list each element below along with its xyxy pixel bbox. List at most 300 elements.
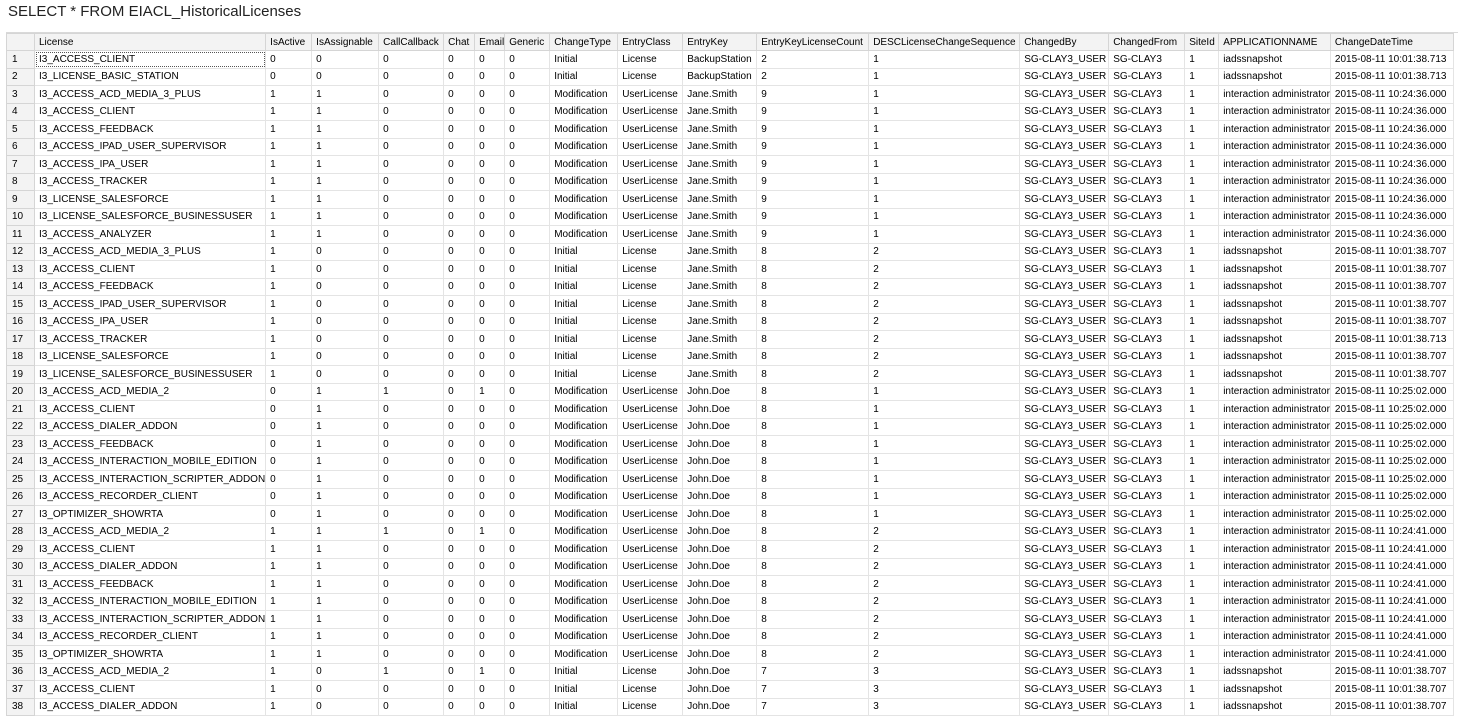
table-row[interactable]	[7, 523, 1454, 541]
table-cell[interactable]: I3_ACCESS_CLIENT	[35, 103, 266, 121]
table-cell[interactable]: 1	[266, 593, 312, 611]
column-header[interactable]: APPLICATIONNAME	[1219, 34, 1331, 51]
table-cell[interactable]: 0	[312, 348, 379, 366]
table-cell[interactable]: iadssnapshot	[1219, 663, 1331, 681]
table-cell[interactable]: 7	[757, 681, 869, 699]
table-cell[interactable]: 0	[475, 646, 505, 664]
table-cell[interactable]: 1	[266, 296, 312, 314]
table-cell[interactable]: 0	[444, 541, 475, 559]
table-cell[interactable]: John.Doe	[683, 646, 757, 664]
row-number-cell[interactable]: 26	[7, 488, 35, 506]
table-cell[interactable]: 2015-08-11 10:25:02.000	[1330, 436, 1453, 454]
table-cell[interactable]: Modification	[550, 541, 618, 559]
row-number-cell[interactable]: 34	[7, 628, 35, 646]
table-cell[interactable]: 8	[757, 261, 869, 279]
table-cell[interactable]: 1	[1185, 436, 1219, 454]
table-cell[interactable]: 1	[312, 418, 379, 436]
table-cell[interactable]: UserLicense	[618, 173, 683, 191]
table-cell[interactable]: 0	[379, 173, 444, 191]
table-cell[interactable]: 2015-08-11 10:01:38.707	[1330, 313, 1453, 331]
table-cell[interactable]: 0	[444, 261, 475, 279]
table-cell[interactable]: 0	[312, 313, 379, 331]
table-cell[interactable]: 1	[266, 208, 312, 226]
table-cell[interactable]: 1	[1185, 296, 1219, 314]
table-cell[interactable]: SG-CLAY3_USER	[1020, 313, 1109, 331]
table-cell[interactable]: 2015-08-11 10:24:36.000	[1330, 208, 1453, 226]
table-cell[interactable]: SG-CLAY3_USER	[1020, 191, 1109, 209]
table-cell[interactable]: 0	[505, 471, 550, 489]
table-cell[interactable]: 0	[379, 558, 444, 576]
table-cell[interactable]: 1	[266, 226, 312, 244]
table-cell[interactable]: 0	[475, 366, 505, 384]
table-cell[interactable]: 1	[475, 523, 505, 541]
table-cell[interactable]: John.Doe	[683, 593, 757, 611]
table-cell[interactable]: I3_ACCESS_ANALYZER	[35, 226, 266, 244]
table-cell[interactable]: 1	[266, 103, 312, 121]
table-cell[interactable]: 1	[312, 86, 379, 104]
table-cell[interactable]: 0	[312, 296, 379, 314]
table-cell[interactable]: 0	[505, 681, 550, 699]
table-cell[interactable]: Jane.Smith	[683, 348, 757, 366]
table-cell[interactable]: Jane.Smith	[683, 121, 757, 139]
table-cell[interactable]: Initial	[550, 698, 618, 716]
table-cell[interactable]: 1	[312, 506, 379, 524]
table-cell[interactable]: 8	[757, 331, 869, 349]
table-row[interactable]	[7, 103, 1454, 121]
table-cell[interactable]: 1	[266, 191, 312, 209]
table-cell[interactable]: 1	[379, 523, 444, 541]
table-cell[interactable]: 0	[379, 103, 444, 121]
table-cell[interactable]: 0	[379, 226, 444, 244]
table-cell[interactable]: John.Doe	[683, 471, 757, 489]
row-number-cell[interactable]: 37	[7, 681, 35, 699]
table-cell[interactable]: 1	[266, 243, 312, 261]
table-cell[interactable]: 1	[1185, 86, 1219, 104]
table-cell[interactable]: John.Doe	[683, 436, 757, 454]
table-cell[interactable]: 1	[266, 173, 312, 191]
table-cell[interactable]: 1	[869, 51, 1020, 69]
column-header[interactable]: SiteId	[1185, 34, 1219, 51]
table-cell[interactable]: SG-CLAY3	[1109, 313, 1185, 331]
table-cell[interactable]: I3_OPTIMIZER_SHOWRTA	[35, 646, 266, 664]
table-cell[interactable]: License	[618, 68, 683, 86]
results-grid[interactable]	[6, 32, 1458, 713]
table-cell[interactable]: 0	[505, 156, 550, 174]
table-cell[interactable]: 0	[444, 558, 475, 576]
table-cell[interactable]: John.Doe	[683, 541, 757, 559]
table-cell[interactable]: 1	[1185, 138, 1219, 156]
table-cell[interactable]: SG-CLAY3	[1109, 488, 1185, 506]
table-cell[interactable]: SG-CLAY3	[1109, 646, 1185, 664]
table-cell[interactable]: SG-CLAY3_USER	[1020, 261, 1109, 279]
table-cell[interactable]: License	[618, 331, 683, 349]
table-cell[interactable]: 8	[757, 506, 869, 524]
table-cell[interactable]: 2015-08-11 10:01:38.713	[1330, 51, 1453, 69]
table-cell[interactable]: BackupStation	[683, 51, 757, 69]
table-cell[interactable]: 1	[869, 436, 1020, 454]
table-cell[interactable]: SG-CLAY3_USER	[1020, 121, 1109, 139]
table-cell[interactable]: 1	[312, 576, 379, 594]
table-cell[interactable]: 0	[505, 138, 550, 156]
table-cell[interactable]: interaction administrator	[1219, 646, 1331, 664]
table-cell[interactable]: 1	[312, 173, 379, 191]
table-cell[interactable]: I3_ACCESS_TRACKER	[35, 331, 266, 349]
table-cell[interactable]: UserLicense	[618, 611, 683, 629]
table-cell[interactable]: SG-CLAY3_USER	[1020, 593, 1109, 611]
table-cell[interactable]: License	[618, 681, 683, 699]
table-cell[interactable]: SG-CLAY3	[1109, 366, 1185, 384]
table-cell[interactable]: John.Doe	[683, 488, 757, 506]
table-cell[interactable]: SG-CLAY3_USER	[1020, 208, 1109, 226]
table-cell[interactable]: 0	[475, 471, 505, 489]
table-cell[interactable]: SG-CLAY3	[1109, 628, 1185, 646]
table-cell[interactable]: interaction administrator	[1219, 453, 1331, 471]
table-cell[interactable]: 0	[475, 243, 505, 261]
table-cell[interactable]: UserLicense	[618, 383, 683, 401]
table-cell[interactable]: 0	[505, 558, 550, 576]
table-cell[interactable]: Modification	[550, 593, 618, 611]
table-cell[interactable]: Jane.Smith	[683, 191, 757, 209]
table-cell[interactable]: 0	[312, 68, 379, 86]
table-cell[interactable]: 0	[475, 698, 505, 716]
table-cell[interactable]: SG-CLAY3_USER	[1020, 366, 1109, 384]
table-cell[interactable]: 1	[1185, 698, 1219, 716]
table-cell[interactable]: 0	[505, 453, 550, 471]
table-cell[interactable]: Initial	[550, 681, 618, 699]
table-cell[interactable]: 0	[379, 593, 444, 611]
table-cell[interactable]: 1	[266, 261, 312, 279]
row-number-cell[interactable]: 5	[7, 121, 35, 139]
row-number-cell[interactable]: 11	[7, 226, 35, 244]
table-cell[interactable]: SG-CLAY3_USER	[1020, 576, 1109, 594]
table-row[interactable]	[7, 156, 1454, 174]
table-cell[interactable]: 1	[266, 611, 312, 629]
table-cell[interactable]: interaction administrator	[1219, 523, 1331, 541]
table-row[interactable]	[7, 296, 1454, 314]
table-row[interactable]	[7, 558, 1454, 576]
row-number-cell[interactable]: 21	[7, 401, 35, 419]
table-cell[interactable]: interaction administrator	[1219, 506, 1331, 524]
row-number-cell[interactable]: 31	[7, 576, 35, 594]
table-cell[interactable]: 0	[505, 103, 550, 121]
table-cell[interactable]: 8	[757, 296, 869, 314]
table-cell[interactable]: UserLicense	[618, 226, 683, 244]
table-cell[interactable]: 0	[505, 523, 550, 541]
table-cell[interactable]: 2	[869, 558, 1020, 576]
table-cell[interactable]: 0	[312, 366, 379, 384]
table-cell[interactable]: SG-CLAY3_USER	[1020, 558, 1109, 576]
table-cell[interactable]: Modification	[550, 558, 618, 576]
table-cell[interactable]: John.Doe	[683, 576, 757, 594]
table-row[interactable]	[7, 576, 1454, 594]
table-cell[interactable]: 9	[757, 156, 869, 174]
row-number-cell[interactable]: 9	[7, 191, 35, 209]
row-number-cell[interactable]: 1	[7, 51, 35, 69]
table-cell[interactable]: 0	[444, 366, 475, 384]
table-cell[interactable]: SG-CLAY3	[1109, 191, 1185, 209]
table-cell[interactable]: 0	[505, 51, 550, 69]
table-cell[interactable]: 0	[379, 191, 444, 209]
table-cell[interactable]: interaction administrator	[1219, 628, 1331, 646]
table-cell[interactable]: I3_ACCESS_FEEDBACK	[35, 278, 266, 296]
table-cell[interactable]: 3	[869, 663, 1020, 681]
table-cell[interactable]: Modification	[550, 471, 618, 489]
table-cell[interactable]: UserLicense	[618, 86, 683, 104]
table-cell[interactable]: I3_ACCESS_ACD_MEDIA_2	[35, 383, 266, 401]
table-cell[interactable]: 0	[444, 418, 475, 436]
table-cell[interactable]: I3_OPTIMIZER_SHOWRTA	[35, 506, 266, 524]
table-cell[interactable]: 1	[869, 138, 1020, 156]
table-cell[interactable]: I3_ACCESS_CLIENT	[35, 541, 266, 559]
table-cell[interactable]: UserLicense	[618, 506, 683, 524]
table-cell[interactable]: 8	[757, 541, 869, 559]
table-cell[interactable]: 1	[266, 628, 312, 646]
table-cell[interactable]: UserLicense	[618, 593, 683, 611]
table-cell[interactable]: 0	[505, 383, 550, 401]
column-header[interactable]: DESCLicenseChangeSequence	[869, 34, 1020, 51]
table-cell[interactable]: 8	[757, 348, 869, 366]
table-cell[interactable]: 1	[312, 156, 379, 174]
table-row[interactable]	[7, 383, 1454, 401]
table-cell[interactable]: 0	[379, 313, 444, 331]
table-cell[interactable]: Modification	[550, 506, 618, 524]
table-cell[interactable]: Modification	[550, 383, 618, 401]
table-cell[interactable]: Initial	[550, 296, 618, 314]
table-cell[interactable]: interaction administrator	[1219, 593, 1331, 611]
row-number-cell[interactable]: 10	[7, 208, 35, 226]
table-cell[interactable]: 2015-08-11 10:24:41.000	[1330, 576, 1453, 594]
table-row[interactable]	[7, 121, 1454, 139]
table-cell[interactable]: 0	[379, 488, 444, 506]
table-row[interactable]	[7, 331, 1454, 349]
table-cell[interactable]: 1	[1185, 506, 1219, 524]
table-cell[interactable]: 0	[444, 121, 475, 139]
table-cell[interactable]: SG-CLAY3_USER	[1020, 278, 1109, 296]
table-cell[interactable]: 0	[444, 646, 475, 664]
table-cell[interactable]: 8	[757, 488, 869, 506]
table-cell[interactable]: 1	[1185, 418, 1219, 436]
table-cell[interactable]: I3_ACCESS_CLIENT	[35, 261, 266, 279]
table-cell[interactable]: SG-CLAY3	[1109, 156, 1185, 174]
table-cell[interactable]: Jane.Smith	[683, 261, 757, 279]
table-cell[interactable]: 0	[312, 243, 379, 261]
table-cell[interactable]: 0	[444, 611, 475, 629]
table-cell[interactable]: 0	[475, 558, 505, 576]
table-cell[interactable]: interaction administrator	[1219, 383, 1331, 401]
row-number-header[interactable]	[7, 34, 35, 51]
table-cell[interactable]: 1	[312, 453, 379, 471]
table-cell[interactable]: Modification	[550, 226, 618, 244]
table-row[interactable]	[7, 488, 1454, 506]
table-cell[interactable]: Modification	[550, 418, 618, 436]
table-cell[interactable]: 0	[266, 506, 312, 524]
table-cell[interactable]: 0	[505, 488, 550, 506]
table-cell[interactable]: interaction administrator	[1219, 173, 1331, 191]
table-cell[interactable]: 1	[869, 418, 1020, 436]
table-cell[interactable]: Jane.Smith	[683, 226, 757, 244]
table-cell[interactable]: 0	[266, 471, 312, 489]
table-cell[interactable]: Modification	[550, 401, 618, 419]
table-cell[interactable]: iadssnapshot	[1219, 51, 1331, 69]
table-cell[interactable]: 1	[869, 103, 1020, 121]
table-cell[interactable]: 1	[869, 86, 1020, 104]
table-cell[interactable]: 0	[444, 138, 475, 156]
table-cell[interactable]: 8	[757, 436, 869, 454]
table-cell[interactable]: SG-CLAY3	[1109, 418, 1185, 436]
table-cell[interactable]: 0	[379, 296, 444, 314]
table-cell[interactable]: 1	[379, 663, 444, 681]
table-cell[interactable]: 1	[869, 156, 1020, 174]
table-cell[interactable]: SG-CLAY3	[1109, 68, 1185, 86]
row-number-cell[interactable]: 16	[7, 313, 35, 331]
table-cell[interactable]: License	[618, 243, 683, 261]
table-cell[interactable]: 1	[475, 663, 505, 681]
table-cell[interactable]: 1	[312, 191, 379, 209]
table-row[interactable]	[7, 628, 1454, 646]
table-cell[interactable]: 2015-08-11 10:24:36.000	[1330, 103, 1453, 121]
table-cell[interactable]: Modification	[550, 453, 618, 471]
table-cell[interactable]: 0	[266, 488, 312, 506]
table-cell[interactable]: I3_ACCESS_ACD_MEDIA_2	[35, 523, 266, 541]
table-cell[interactable]: 0	[444, 51, 475, 69]
table-cell[interactable]: 2	[869, 366, 1020, 384]
row-number-cell[interactable]: 3	[7, 86, 35, 104]
table-cell[interactable]: SG-CLAY3	[1109, 278, 1185, 296]
table-cell[interactable]: I3_ACCESS_INTERACTION_SCRIPTER_ADDON	[35, 471, 266, 489]
row-number-cell[interactable]: 13	[7, 261, 35, 279]
table-cell[interactable]: SG-CLAY3_USER	[1020, 541, 1109, 559]
table-cell[interactable]: SG-CLAY3_USER	[1020, 331, 1109, 349]
table-cell[interactable]: UserLicense	[618, 523, 683, 541]
table-cell[interactable]: 0	[475, 488, 505, 506]
table-cell[interactable]: 1	[312, 611, 379, 629]
table-cell[interactable]: 1	[312, 208, 379, 226]
table-cell[interactable]: SG-CLAY3_USER	[1020, 646, 1109, 664]
table-cell[interactable]: I3_ACCESS_DIALER_ADDON	[35, 698, 266, 716]
table-cell[interactable]: 1	[1185, 453, 1219, 471]
table-cell[interactable]: Modification	[550, 138, 618, 156]
table-cell[interactable]: 0	[444, 523, 475, 541]
table-cell[interactable]: UserLicense	[618, 471, 683, 489]
table-cell[interactable]: License	[618, 698, 683, 716]
table-cell[interactable]: 0	[475, 121, 505, 139]
column-header[interactable]: ChangeDateTime	[1330, 34, 1453, 51]
table-cell[interactable]: SG-CLAY3	[1109, 103, 1185, 121]
table-cell[interactable]: 2015-08-11 10:25:02.000	[1330, 471, 1453, 489]
table-cell[interactable]: 0	[444, 208, 475, 226]
table-cell[interactable]: SG-CLAY3	[1109, 681, 1185, 699]
table-cell[interactable]: 2015-08-11 10:24:41.000	[1330, 646, 1453, 664]
table-cell[interactable]: 2	[869, 348, 1020, 366]
table-cell[interactable]: 1	[1185, 628, 1219, 646]
table-cell[interactable]: SG-CLAY3	[1109, 331, 1185, 349]
table-cell[interactable]: SG-CLAY3_USER	[1020, 453, 1109, 471]
table-cell[interactable]: John.Doe	[683, 383, 757, 401]
table-cell[interactable]: 0	[475, 68, 505, 86]
table-cell[interactable]: 0	[444, 663, 475, 681]
table-cell[interactable]: 0	[444, 331, 475, 349]
table-cell[interactable]: 1	[266, 698, 312, 716]
table-cell[interactable]: SG-CLAY3_USER	[1020, 86, 1109, 104]
table-row[interactable]	[7, 208, 1454, 226]
table-cell[interactable]: 0	[444, 576, 475, 594]
table-cell[interactable]: Modification	[550, 611, 618, 629]
table-cell[interactable]: 8	[757, 611, 869, 629]
table-cell[interactable]: 0	[505, 698, 550, 716]
table-cell[interactable]: 1	[312, 558, 379, 576]
table-cell[interactable]: 0	[475, 208, 505, 226]
table-cell[interactable]: I3_ACCESS_INTERACTION_MOBILE_EDITION	[35, 453, 266, 471]
table-cell[interactable]: 8	[757, 278, 869, 296]
table-cell[interactable]: 0	[505, 331, 550, 349]
table-cell[interactable]: SG-CLAY3	[1109, 506, 1185, 524]
table-cell[interactable]: 0	[505, 121, 550, 139]
table-cell[interactable]: UserLicense	[618, 628, 683, 646]
row-number-cell[interactable]: 20	[7, 383, 35, 401]
table-cell[interactable]: SG-CLAY3_USER	[1020, 173, 1109, 191]
table-cell[interactable]: 2015-08-11 10:24:36.000	[1330, 86, 1453, 104]
table-cell[interactable]: 2015-08-11 10:24:36.000	[1330, 191, 1453, 209]
table-cell[interactable]: 1	[312, 593, 379, 611]
table-cell[interactable]: UserLicense	[618, 488, 683, 506]
table-cell[interactable]: 0	[505, 366, 550, 384]
table-cell[interactable]: 0	[505, 418, 550, 436]
column-header[interactable]: IsActive	[266, 34, 312, 51]
table-cell[interactable]: I3_ACCESS_FEEDBACK	[35, 121, 266, 139]
table-cell[interactable]: SG-CLAY3	[1109, 436, 1185, 454]
table-cell[interactable]: 2015-08-11 10:24:41.000	[1330, 593, 1453, 611]
table-cell[interactable]: iadssnapshot	[1219, 296, 1331, 314]
table-cell[interactable]: 8	[757, 453, 869, 471]
table-cell[interactable]: SG-CLAY3	[1109, 138, 1185, 156]
table-cell[interactable]: 2015-08-11 10:25:02.000	[1330, 506, 1453, 524]
table-cell[interactable]: 0	[379, 453, 444, 471]
table-cell[interactable]: 1	[869, 226, 1020, 244]
table-cell[interactable]: Modification	[550, 576, 618, 594]
table-cell[interactable]: 2015-08-11 10:24:41.000	[1330, 558, 1453, 576]
table-cell[interactable]: 1	[1185, 401, 1219, 419]
table-cell[interactable]: John.Doe	[683, 611, 757, 629]
table-cell[interactable]: I3_ACCESS_DIALER_ADDON	[35, 418, 266, 436]
table-cell[interactable]: 1	[312, 103, 379, 121]
table-cell[interactable]: 0	[266, 453, 312, 471]
table-cell[interactable]: 0	[475, 611, 505, 629]
table-cell[interactable]: Jane.Smith	[683, 278, 757, 296]
table-cell[interactable]: Modification	[550, 646, 618, 664]
table-cell[interactable]: 2	[869, 278, 1020, 296]
table-cell[interactable]: SG-CLAY3_USER	[1020, 523, 1109, 541]
table-row[interactable]	[7, 261, 1454, 279]
table-cell[interactable]: 2015-08-11 10:01:38.707	[1330, 348, 1453, 366]
table-cell[interactable]: 0	[505, 576, 550, 594]
table-cell[interactable]: SG-CLAY3_USER	[1020, 296, 1109, 314]
table-cell[interactable]: SG-CLAY3_USER	[1020, 68, 1109, 86]
table-cell[interactable]: 0	[444, 173, 475, 191]
table-row[interactable]	[7, 68, 1454, 86]
table-cell[interactable]: 2015-08-11 10:25:02.000	[1330, 383, 1453, 401]
table-cell[interactable]: I3_LICENSE_SALESFORCE	[35, 191, 266, 209]
table-cell[interactable]: Initial	[550, 663, 618, 681]
row-number-cell[interactable]: 2	[7, 68, 35, 86]
row-number-cell[interactable]: 33	[7, 611, 35, 629]
table-cell[interactable]: UserLicense	[618, 156, 683, 174]
table-cell[interactable]: 0	[444, 243, 475, 261]
table-cell[interactable]: 2015-08-11 10:24:36.000	[1330, 156, 1453, 174]
table-cell[interactable]: Jane.Smith	[683, 296, 757, 314]
table-cell[interactable]: 0	[475, 506, 505, 524]
table-cell[interactable]: iadssnapshot	[1219, 366, 1331, 384]
table-cell[interactable]: 8	[757, 646, 869, 664]
